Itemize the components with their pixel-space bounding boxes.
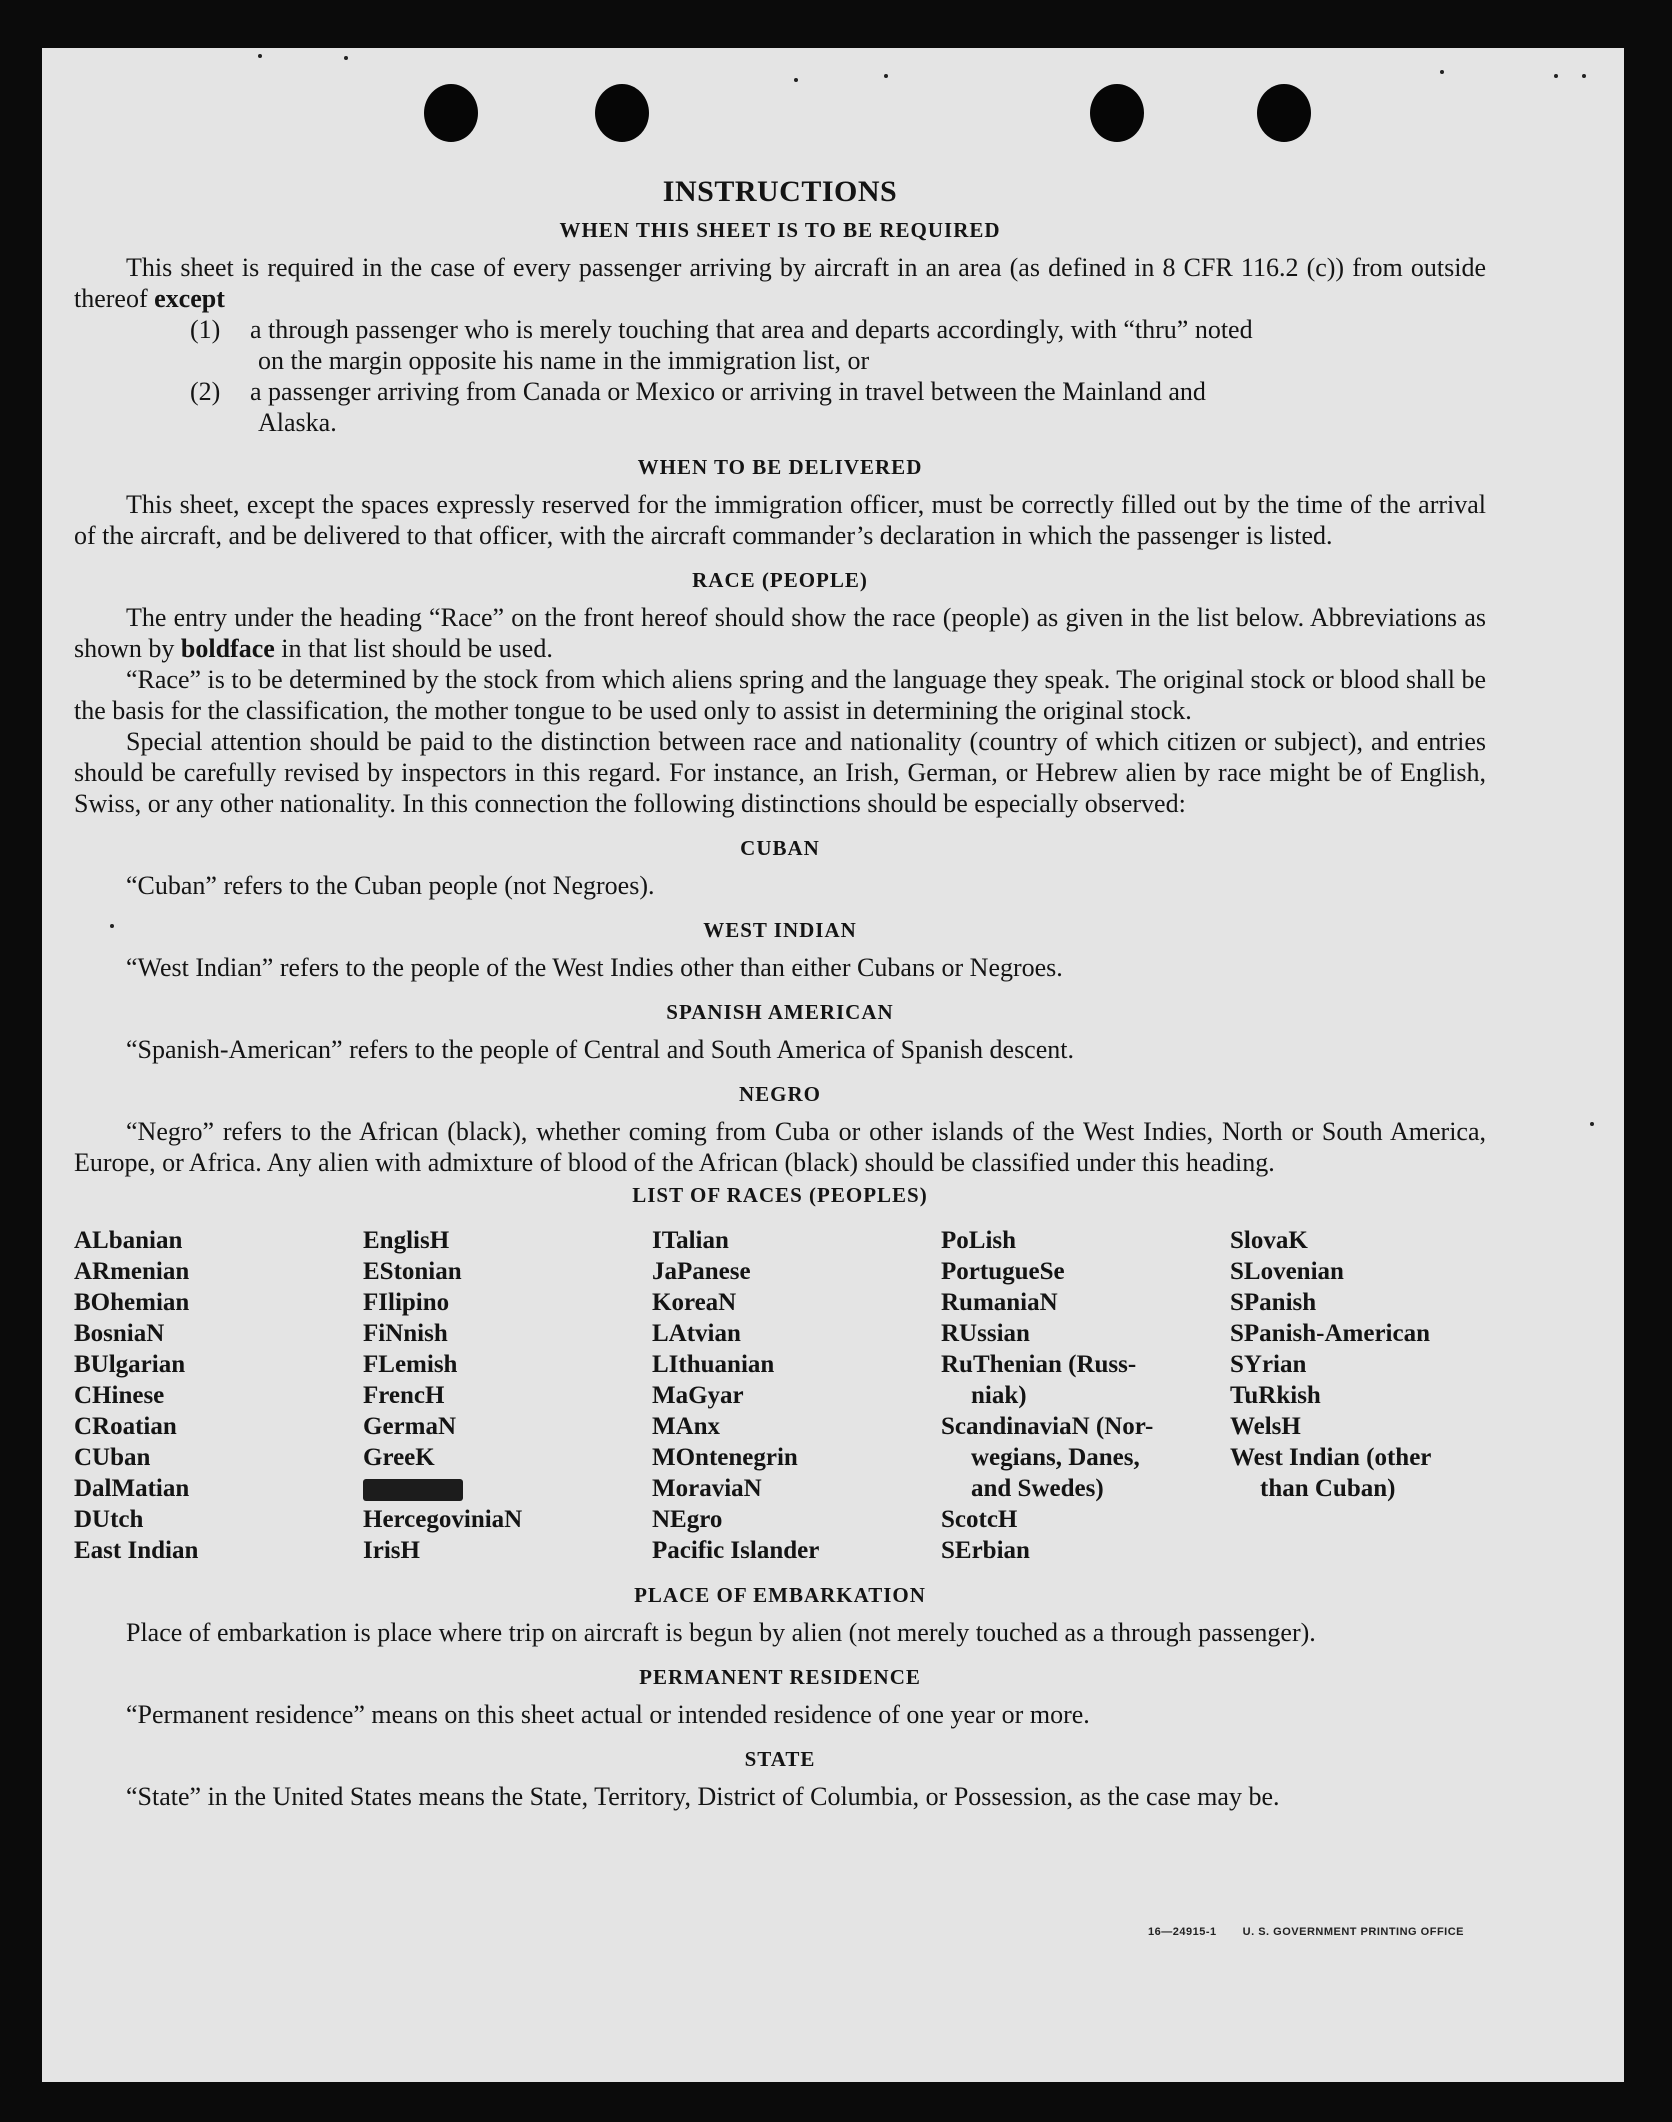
race-entry: FIlipino — [363, 1289, 450, 1316]
paragraph: “Permanent residence” means on this sheet actual or intended residence of one year or more. — [126, 1700, 1090, 1729]
form-number: 16—24915-1 — [1148, 1926, 1217, 1938]
paragraph: The entry under the heading “Race” on the front hereof should show the race (people) as given in the list below. Abbreviations as shown by boldface in that list should be used. — [74, 603, 1486, 663]
race-entry: SPanish — [1230, 1289, 1317, 1316]
document-sheet — [42, 48, 1624, 2082]
race-entry: RUssian — [941, 1320, 1030, 1347]
race-list — [74, 1225, 1486, 1566]
race-entry: niak) — [971, 1382, 1027, 1409]
race-entry: FiNnish — [363, 1320, 448, 1347]
race-entry: RumaniaN — [941, 1289, 1058, 1316]
race-entry: GermaN — [363, 1413, 457, 1440]
race-entry: FrencH — [363, 1382, 445, 1409]
race-entry: BosniaN — [74, 1320, 165, 1347]
section-heading: PERMANENT RESIDENCE — [639, 1665, 921, 1689]
race-entry: SErbian — [941, 1537, 1030, 1564]
section-heading: CUBAN — [740, 836, 820, 860]
race-entry: CUban — [74, 1444, 151, 1471]
race-entry: MAnx — [652, 1413, 721, 1440]
race-entry: PoLish — [941, 1227, 1017, 1254]
race-entry: RuThenian (Russ- — [941, 1351, 1137, 1378]
race-entry: East Indian — [74, 1537, 199, 1564]
race-entry: ScandinaviaN (Nor- — [941, 1413, 1154, 1440]
race-entry: JaPanese — [652, 1258, 751, 1285]
race-entry: ITalian — [652, 1227, 729, 1254]
race-column — [74, 1225, 363, 1566]
race-entry: LAtvian — [652, 1320, 741, 1347]
section-heading: SPANISH AMERICAN — [666, 1000, 894, 1024]
section-heading: WHEN THIS SHEET IS TO BE REQUIRED — [559, 218, 1001, 242]
race-entry: IrisH — [363, 1537, 420, 1564]
race-entry: ALbanian — [74, 1227, 183, 1254]
paragraph: Special attention should be paid to the distinction between race and nationality (country of which citizen or subject), and entries should be carefully revised by inspectors in this regard. For instance, an Irish, German, or Hebrew alien by race might be of English, Swiss, or any other nationality. In this connection the following distinctions should be especially observed: — [74, 727, 1486, 818]
race-entry: and Swedes) — [971, 1475, 1104, 1502]
instructions-body — [74, 176, 1486, 1812]
race-entry: MaGyar — [652, 1382, 744, 1409]
paragraph: This sheet is required in the case of every passenger arriving by aircraft in an area (as defined in 8 CFR 116.2 (c)) from outside thereof except — [74, 253, 1486, 313]
race-column — [652, 1225, 941, 1566]
race-entry: MOntenegrin — [652, 1444, 798, 1471]
paragraph: “Negro” refers to the African (black), whether coming from Cuba or other islands of the West Indies, North or South America, Europe, or Africa. Any alien with admixture of blood of the African (black) should be classified under this heading. — [74, 1117, 1486, 1177]
paragraph: “Race” is to be determined by the stock from which aliens spring and the language they speak. The original stock or blood shall be the basis for the classification, the mother tongue to be used only to assist in determining the original stock. — [74, 665, 1486, 725]
paragraph: “State” in the United States means the State, Territory, District of Columbia, or Possession, as the case may be. — [126, 1782, 1280, 1811]
race-entry: BOhemian — [74, 1289, 190, 1316]
paragraph: “Cuban” refers to the Cuban people (not Negroes). — [126, 871, 655, 900]
section-heading: LIST OF RACES (PEOPLES) — [632, 1183, 928, 1207]
section-heading: STATE — [744, 1747, 816, 1771]
race-entry: EStonian — [363, 1258, 462, 1285]
punch-hole — [424, 84, 478, 142]
race-entry: EnglisH — [363, 1227, 450, 1254]
race-entry-redacted — [363, 1473, 652, 1504]
race-entry: West Indian (other — [1230, 1444, 1432, 1471]
race-entry: NEgro — [652, 1506, 723, 1533]
list-item: (2) a passenger arriving from Canada or Mexico or arriving in travel between the Mainland and Alaska. — [190, 377, 1206, 437]
race-column — [1230, 1225, 1496, 1566]
race-entry: LIthuanian — [652, 1351, 775, 1378]
race-entry: ARmenian — [74, 1258, 190, 1285]
race-entry: SlovaK — [1230, 1227, 1308, 1254]
paragraph: “Spanish-American” refers to the people of Central and South America of Spanish descent. — [126, 1035, 1074, 1064]
race-entry: CRoatian — [74, 1413, 177, 1440]
race-entry: KoreaN — [652, 1289, 737, 1316]
race-column — [363, 1225, 652, 1566]
race-entry: ScotcH — [941, 1506, 1018, 1533]
section-heading: WEST INDIAN — [703, 918, 857, 942]
print-footer — [1122, 1926, 1464, 1938]
paragraph: Place of embarkation is place where trip on aircraft is begun by alien (not merely touched as a through passenger). — [126, 1618, 1316, 1647]
race-entry: TuRkish — [1230, 1382, 1321, 1409]
race-entry: PortugueSe — [941, 1258, 1065, 1285]
race-entry: SYrian — [1230, 1351, 1307, 1378]
race-entry: BUlgarian — [74, 1351, 186, 1378]
punch-hole — [1090, 84, 1144, 142]
race-entry: Pacific Islander — [652, 1537, 820, 1564]
race-entry: SLovenian — [1230, 1258, 1344, 1285]
race-entry: HercegoviniaN — [363, 1506, 523, 1533]
race-entry: FLemish — [363, 1351, 458, 1378]
race-column — [941, 1225, 1230, 1566]
printer-credit: U. S. GOVERNMENT PRINTING OFFICE — [1242, 1926, 1464, 1938]
race-entry: wegians, Danes, — [971, 1444, 1140, 1471]
race-entry: GreeK — [363, 1444, 435, 1471]
section-heading: NEGRO — [738, 1082, 821, 1106]
section-heading: WHEN TO BE DELIVERED — [637, 455, 923, 479]
race-entry: CHinese — [74, 1382, 165, 1409]
race-entry: DUtch — [74, 1506, 144, 1533]
punch-hole — [1257, 84, 1311, 142]
race-entry: DalMatian — [74, 1475, 190, 1502]
race-entry: MoraviaN — [652, 1475, 762, 1502]
section-heading: PLACE OF EMBARKATION — [634, 1583, 926, 1607]
punch-hole — [595, 84, 649, 142]
paragraph: This sheet, except the spaces expressly reserved for the immigration officer, must be correctly filled out by the time of the arrival of the aircraft, and be delivered to that officer, with the aircraft commander’s declaration in which the passenger is listed. — [74, 490, 1486, 550]
race-entry: than Cuban) — [1260, 1475, 1396, 1502]
list-item: (1) a through passenger who is merely touching that area and departs accordingly, with “thru” noted on the margin opposite his name in the immigration list, or — [190, 315, 1253, 375]
section-heading: RACE (PEOPLE) — [692, 568, 868, 592]
race-entry: WelsH — [1230, 1413, 1301, 1440]
paragraph: “West Indian” refers to the people of the West Indies other than either Cubans or Negroes. — [126, 953, 1063, 982]
race-entry: SPanish-American — [1230, 1320, 1430, 1347]
page-title: INSTRUCTIONS — [662, 175, 898, 208]
